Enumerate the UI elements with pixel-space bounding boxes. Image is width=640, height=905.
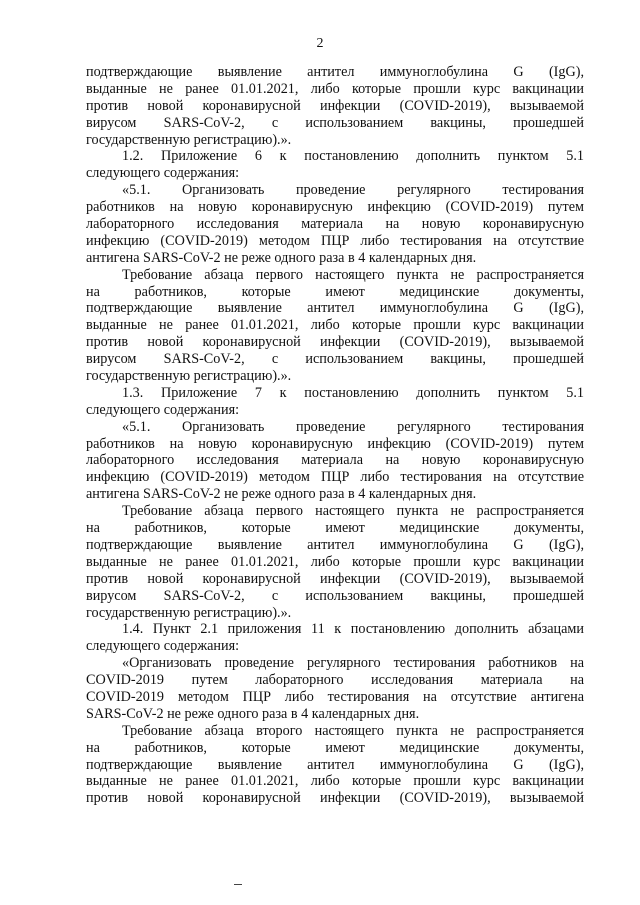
text-line: подтверждающие выявление антител иммуноглобулина G (IgG), [86, 64, 584, 80]
text-line: на работников, которые имеют медицинские документы, [86, 520, 584, 537]
text-line: выданные не ранее 01.01.2021, либо которые прошли курс вакцинации [86, 317, 584, 334]
text-line: следующего содержания: [86, 165, 240, 182]
text-line: вирусом SARS-CoV-2, с использованием вакцины, прошедшей [86, 114, 584, 131]
text-line: работников на новую коронавирусную инфекцию (COVID-2019) путем [86, 199, 584, 216]
text-line: COVID-2019 методом ПЦР либо тестирования на отсутствие антигена [86, 688, 584, 705]
text-line: лабораторного исследования материала на новую коронавирусную [86, 452, 584, 469]
text-line: 1.4. Пункт 2.1 приложения 11 к постановлению дополнить абзацами [122, 621, 584, 638]
text-line: «Организовать проведение регулярного тестирования работников на [122, 655, 584, 672]
text-line: SARS-CoV-2 не реже одного раза в 4 календарных дня. [86, 705, 420, 722]
text-line: «5.1. Организовать проведение регулярного тестирования [122, 418, 584, 435]
text-line: государственную регистрацию).». [86, 368, 292, 385]
text-line: вирусом SARS-CoV-2, с использованием вакцины, прошедшей [86, 351, 584, 368]
text-line: государственную регистрацию).». [86, 131, 292, 148]
text-line: против новой коронавирусной инфекции (COVID-2019), вызываемой [86, 570, 584, 587]
text-line: COVID-2019 путем лабораторного исследования материала на [86, 672, 584, 689]
text-line: против новой коронавирусной инфекции (COVID-2019), вызываемой [86, 97, 584, 114]
text-line: антигена SARS-CoV-2 не реже одного раза в 4 календарных дня. [86, 249, 477, 266]
text-line: лабораторного исследования материала на новую коронавирусную [86, 216, 584, 233]
scan-mark [234, 884, 242, 885]
text-line: «5.1. Организовать проведение регулярного тестирования [122, 182, 584, 199]
text-line: 1.3. Приложение 7 к постановлению дополнить пунктом 5.1 [122, 384, 584, 401]
text-line: выданные не ранее 01.01.2021, либо которые прошли курс вакцинации [86, 553, 584, 570]
text-line: следующего содержания: [86, 638, 240, 655]
text-line: 1.2. Приложение 6 к постановлению дополнить пунктом 5.1 [122, 148, 584, 165]
page-number: 2 [316, 36, 324, 51]
text-line: работников на новую коронавирусную инфекцию (COVID-2019) путем [86, 435, 584, 452]
text-line: выданные не ранее 01.01.2021, либо которые прошли курс вакцинации [86, 773, 584, 790]
text-line: Требование абзаца первого настоящего пункта не распространяется [122, 503, 584, 520]
document-body [86, 64, 584, 807]
text-line: подтверждающие выявление антител иммуноглобулина G (IgG), [86, 536, 584, 553]
text-line: Требование абзаца первого настоящего пункта не распространяется [122, 266, 584, 283]
text-line: вирусом SARS-CoV-2, с использованием вакцины, прошедшей [86, 587, 584, 604]
text-line: государственную регистрацию).». [86, 604, 292, 621]
text-line: антигена SARS-CoV-2 не реже одного раза в 4 календарных дня. [86, 486, 477, 503]
text-line: Требование абзаца второго настоящего пункта не распространяется [122, 722, 584, 739]
text-line: на работников, которые имеют медицинские документы, [86, 739, 584, 756]
text-line: инфекцию (COVID-2019) методом ПЦР либо тестирования на отсутствие [86, 469, 584, 486]
text-line: следующего содержания: [86, 401, 240, 418]
text-line: против новой коронавирусной инфекции (COVID-2019), вызываемой [86, 790, 584, 807]
text-line: инфекцию (COVID-2019) методом ПЦР либо тестирования на отсутствие [86, 232, 584, 249]
text-line: подтверждающие выявление антител иммуноглобулина G (IgG), [86, 300, 584, 317]
text-line: подтверждающие выявление антител иммуноглобулина G (IgG), [86, 756, 584, 773]
text-line: на работников, которые имеют медицинские документы, [86, 283, 584, 300]
text-line: против новой коронавирусной инфекции (COVID-2019), вызываемой [86, 334, 584, 351]
text-line: выданные не ранее 01.01.2021, либо которые прошли курс вакцинации [86, 80, 584, 97]
